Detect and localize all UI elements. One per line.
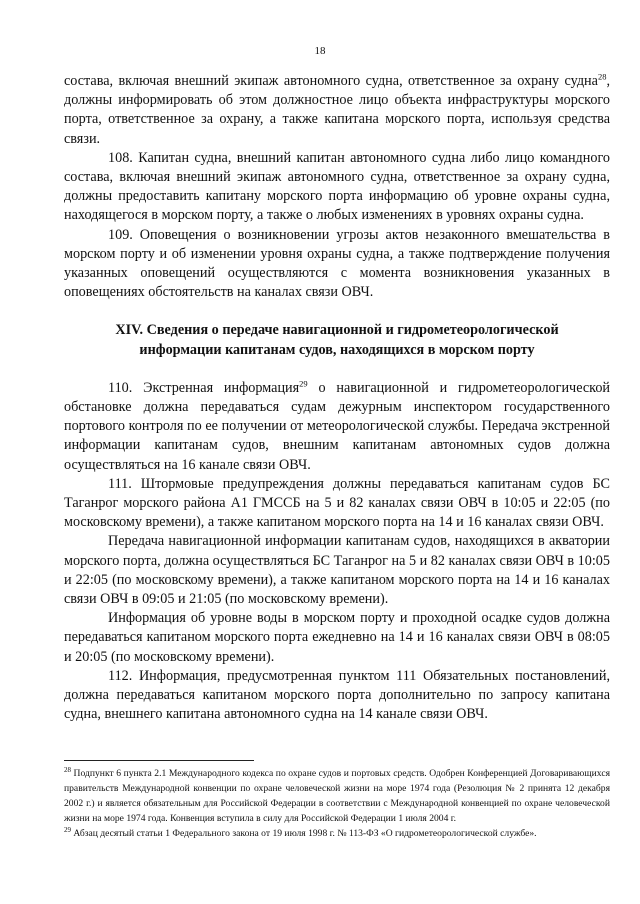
footnote-number: 28 (64, 765, 71, 774)
spacer (64, 360, 610, 379)
paragraph-text: , должны информировать об этом должностное лицо объекта инфраструктуры морского порта, ответственное за охрану, а также капитана морского порта, используя средства связи. (64, 73, 610, 147)
paragraph-111: 111. Штормовые предупреждения должны передаваться капитанам судов БС Таганрог морского района А1 ГМССБ на 5 и 82 каналах связи ОВЧ в 10:05 и 22:05 (по московскому времени), а также капитаном морского порта на 14 и 16 каналах связи ОВЧ. (64, 475, 610, 531)
page-number: 18 (314, 45, 326, 57)
footnotes (64, 766, 610, 841)
paragraph-110 (64, 379, 610, 475)
paragraph-text: о навигационной и гидрометеорологической обстановке должна передаваться судам дежурным инспектором государственного портового контроля по ее получении от метеорологической службы. Передача экстренной информации капитанам судов, внешним капитанам автономных судов должна осуществляться на 16 канале связи ОВЧ. (64, 379, 611, 473)
document-body (64, 72, 610, 725)
paragraph-109: 109. Оповещения о возникновении угрозы актов незаконного вмешательства в морском порту и об изменении уровня охраны судна, а также подтверждение получения указанных оповещений осуществляются с момента возникновения указанных в оповещениях обстоятельств на каналах связи ОВЧ. (64, 226, 610, 301)
footnote-number: 29 (64, 825, 71, 834)
paragraph-text: 110. Экстренная информация (108, 379, 300, 396)
footnote-28 (64, 766, 610, 826)
footnote-ref-29[interactable]: 29 (299, 378, 308, 389)
footnote-29 (64, 826, 610, 841)
footnote-ref-28[interactable]: 28 (597, 71, 607, 82)
footnote-text: Подпункт 6 пункта 2.1 Международного кодекса по охране судов и портовых средств. Одобрен Конференцией Договаривающихся правительств Международной конвенции по охране человеческой жизни на море 1974 года (Резолюция № 2 принята 12 декабря 2002 г.) и является обязательным для Российской Федерации в соответствии с Международной конвенцией по охране человеческой жизни на море 1974 года. Конвенция вступила в силу для Российской Федерации 1 июля 2004 г. (64, 768, 610, 824)
paragraph-112: 112. Информация, предусмотренная пунктом 111 Обязательных постановлений, должна передаваться капитаном морского порта дополнительно по запросу капитана судна, внешнего капитана автономного судна на 14 канале связи ОВЧ. (64, 667, 610, 723)
paragraph-continuation (64, 72, 610, 149)
footnote-text: Абзац десятый статьи 1 Федерального закона от 19 июля 1998 г. № 113-ФЗ «О гидрометеорологической службе». (71, 828, 537, 839)
paragraph-108: 108. Капитан судна, внешний капитан автономного судна либо лицо командного состава, включая внешний экипаж автономного судна, ответственное за охрану судна, должны предоставить капитану морского порта информацию об уровне охраны судна, находящегося в морском порту, а также о любых изменениях в уровнях охраны судна. (64, 149, 610, 224)
section-heading (64, 321, 610, 359)
paragraph-text: состава, включая внешний экипаж автономного судна, ответственное за охрану судна (64, 73, 598, 89)
section-heading-line: информации капитанам судов, находящихся в морском порту (139, 341, 535, 358)
section-heading-line: XIV. Сведения о передаче навигационной и гидрометеорологической (115, 322, 559, 339)
footnote-separator (64, 760, 254, 761)
spacer (64, 302, 610, 321)
paragraph-111-water-level: Информация об уровне воды в морском порту и проходной осадке судов должна передаваться капитаном морского порта ежедневно на 14 и 16 каналах связи ОВЧ в 08:05 и 20:05 (по московскому времени). (64, 610, 610, 665)
paragraph-111-navigation: Передача навигационной информации капитанам судов, находящихся в акватории морского порта, должна осуществляться БС Таганрог на 5 и 82 каналах связи ОВЧ в 10:05 и 22:05 (по московскому времени), а также капитаном морского порта на 14 и 16 каналах связи ОВЧ в 09:05 и 21:05 (по московскому времени). (64, 533, 610, 608)
